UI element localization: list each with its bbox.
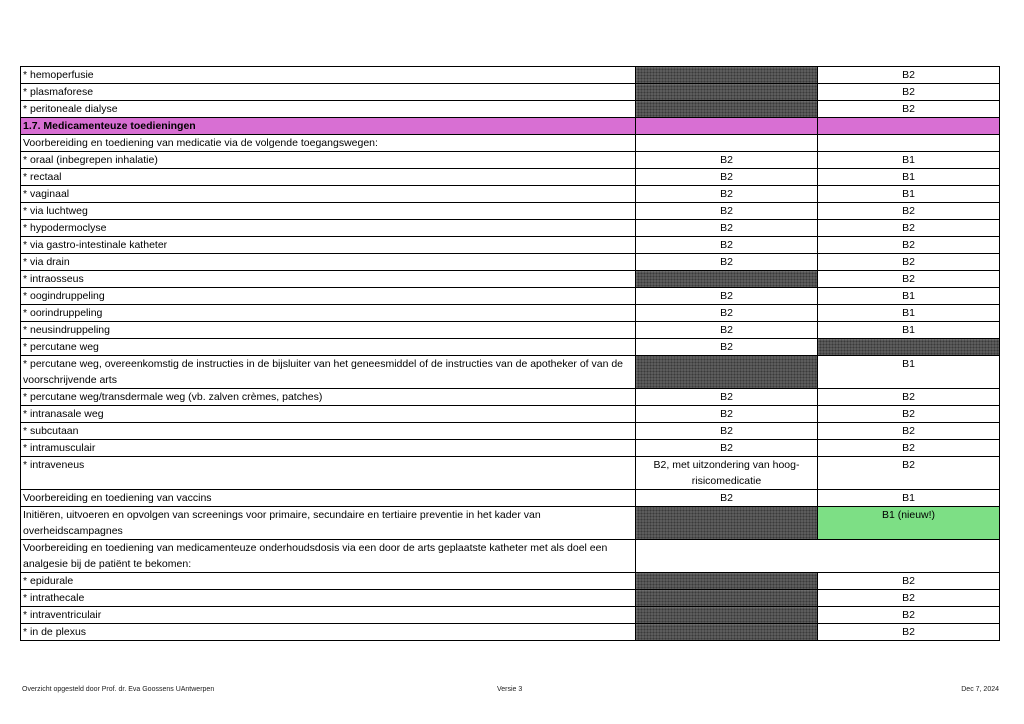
hatched-cell [636, 624, 818, 641]
value-cell-col3: B2 [818, 440, 1000, 457]
table-row [21, 135, 1000, 152]
value-cell-col3: B2 [818, 84, 1000, 101]
row-label: * in de plexus [21, 624, 636, 641]
value-cell-col3: B2 [818, 406, 1000, 423]
row-label: Voorbereiding en toediening van vaccins [21, 490, 636, 507]
value-cell-col2: B2 [636, 152, 818, 169]
table-row [21, 440, 1000, 457]
footer-date: Dec 7, 2024 [961, 686, 999, 693]
hatched-cell [636, 67, 818, 84]
value-cell-col2: B2 [636, 423, 818, 440]
value-cell-col2: B2 [636, 169, 818, 186]
table-row [21, 507, 1000, 540]
row-label: * intraventriculair [21, 607, 636, 624]
value-cell-col2: B2 [636, 389, 818, 406]
row-label: * percutane weg/transdermale weg (vb. zalven crèmes, patches) [21, 389, 636, 406]
row-label: * intraveneus [21, 457, 636, 490]
row-label: * percutane weg, overeenkomstig de instructies in de bijsluiter van het geneesmiddel of de instructies van de apotheker of van de voorschrijvende arts [21, 356, 636, 389]
competency-table [20, 66, 1000, 641]
value-cell-col2: B2 [636, 254, 818, 271]
table-row [21, 237, 1000, 254]
table-row [21, 84, 1000, 101]
table-row [21, 406, 1000, 423]
value-cell-col3: B2 [818, 573, 1000, 590]
value-cell-col3: B1 [818, 490, 1000, 507]
row-label: * vaginaal [21, 186, 636, 203]
value-cell-col3: B2 [818, 101, 1000, 118]
hatched-cell [636, 84, 818, 101]
row-label: * neusindruppeling [21, 322, 636, 339]
table-row [21, 624, 1000, 641]
value-cell-col2: B2 [636, 203, 818, 220]
table-row [21, 490, 1000, 507]
table-row [21, 457, 1000, 490]
footer-version: Versie 3 [497, 686, 523, 693]
row-label: Voorbereiding en toediening van medicatie via de volgende toegangswegen: [21, 135, 636, 152]
value-cell-col3: B2 [818, 220, 1000, 237]
value-cell-col3: B2 [818, 423, 1000, 440]
value-cell-col2: B2 [636, 237, 818, 254]
footer-author: Overzicht opgesteld door Prof. dr. Eva Goossens UAntwerpen [22, 686, 215, 693]
value-cell-col3: B2 [818, 67, 1000, 84]
row-label: * epidurale [21, 573, 636, 590]
table-row [21, 573, 1000, 590]
value-cell-col2: B2, met uitzondering van hoog-risicomedicatie [636, 457, 818, 490]
value-cell-col3: B2 [818, 590, 1000, 607]
value-cell-col3: B2 [818, 203, 1000, 220]
row-label: * peritoneale dialyse [21, 101, 636, 118]
row-label: * plasmaforese [21, 84, 636, 101]
row-label: * oraal (inbegrepen inhalatie) [21, 152, 636, 169]
table-row [21, 220, 1000, 237]
row-label: Initiëren, uitvoeren en opvolgen van screenings voor primaire, secundaire en tertiaire preventie in het kader van overheidscampagnes [21, 507, 636, 540]
row-label: * intrathecale [21, 590, 636, 607]
value-cell-col2: B2 [636, 490, 818, 507]
row-label: * rectaal [21, 169, 636, 186]
value-cell-col3: B2 [818, 389, 1000, 406]
table-row [21, 389, 1000, 406]
row-label: * hemoperfusie [21, 67, 636, 84]
table-row [21, 322, 1000, 339]
row-label: * percutane weg [21, 339, 636, 356]
table-row [21, 152, 1000, 169]
section-title: 1.7. Medicamenteuze toedieningen [21, 118, 636, 135]
value-cell-col3: B1 [818, 288, 1000, 305]
value-cell-col3 [818, 135, 1000, 152]
table-row [21, 254, 1000, 271]
row-label: * via gastro-intestinale katheter [21, 237, 636, 254]
value-cell-col3: B2 [818, 457, 1000, 490]
value-cell-col3: B1 [818, 186, 1000, 203]
value-cell-col3: B1 [818, 169, 1000, 186]
value-cell-col3: B1 [818, 152, 1000, 169]
table-row [21, 540, 1000, 573]
hatched-cell [636, 590, 818, 607]
merged-empty-cell [636, 540, 1000, 573]
value-cell-col3: B2 [818, 237, 1000, 254]
row-label: * intraosseus [21, 271, 636, 288]
value-cell-col3: B2 [818, 607, 1000, 624]
hatched-cell [818, 339, 1000, 356]
row-label: * oogindruppeling [21, 288, 636, 305]
value-cell-col2: B2 [636, 220, 818, 237]
table-row [21, 169, 1000, 186]
table-row [21, 339, 1000, 356]
value-cell-col3: B2 [818, 271, 1000, 288]
table-row [21, 423, 1000, 440]
table-row [21, 186, 1000, 203]
row-label: Voorbereiding en toediening van medicamenteuze onderhoudsdosis via een door de arts geplaatste katheter met als doel een analgesie bij de patiënt te bekomen: [21, 540, 636, 573]
value-cell-col2 [636, 135, 818, 152]
section-header-row [21, 118, 1000, 135]
value-cell-col2: B2 [636, 339, 818, 356]
row-label: * subcutaan [21, 423, 636, 440]
row-label: * intramusculair [21, 440, 636, 457]
value-cell-col3: B1 [818, 305, 1000, 322]
table-row [21, 288, 1000, 305]
value-cell-col2: B2 [636, 406, 818, 423]
table-body [21, 67, 1000, 641]
value-cell-col2: B2 [636, 186, 818, 203]
table-row [21, 590, 1000, 607]
table-row [21, 356, 1000, 389]
value-cell-col2: B2 [636, 440, 818, 457]
value-cell-col3: B1 (nieuw!) [818, 507, 1000, 540]
value-cell-col3: B1 [818, 322, 1000, 339]
value-cell-col3: B2 [818, 624, 1000, 641]
value-cell-col2 [636, 118, 818, 135]
table-row [21, 101, 1000, 118]
value-cell-col3: B2 [818, 254, 1000, 271]
row-label: * hypodermoclyse [21, 220, 636, 237]
hatched-cell [636, 271, 818, 288]
row-label: * intranasale weg [21, 406, 636, 423]
hatched-cell [636, 507, 818, 540]
value-cell-col2: B2 [636, 305, 818, 322]
hatched-cell [636, 101, 818, 118]
table-row [21, 203, 1000, 220]
table-row [21, 67, 1000, 84]
hatched-cell [636, 573, 818, 590]
hatched-cell [636, 607, 818, 624]
table-row [21, 305, 1000, 322]
value-cell-col3 [818, 118, 1000, 135]
hatched-cell [636, 356, 818, 389]
row-label: * via luchtweg [21, 203, 636, 220]
value-cell-col3: B1 [818, 356, 1000, 389]
row-label: * via drain [21, 254, 636, 271]
value-cell-col2: B2 [636, 322, 818, 339]
row-label: * oorindruppeling [21, 305, 636, 322]
value-cell-col2: B2 [636, 288, 818, 305]
table-row [21, 607, 1000, 624]
table-row [21, 271, 1000, 288]
